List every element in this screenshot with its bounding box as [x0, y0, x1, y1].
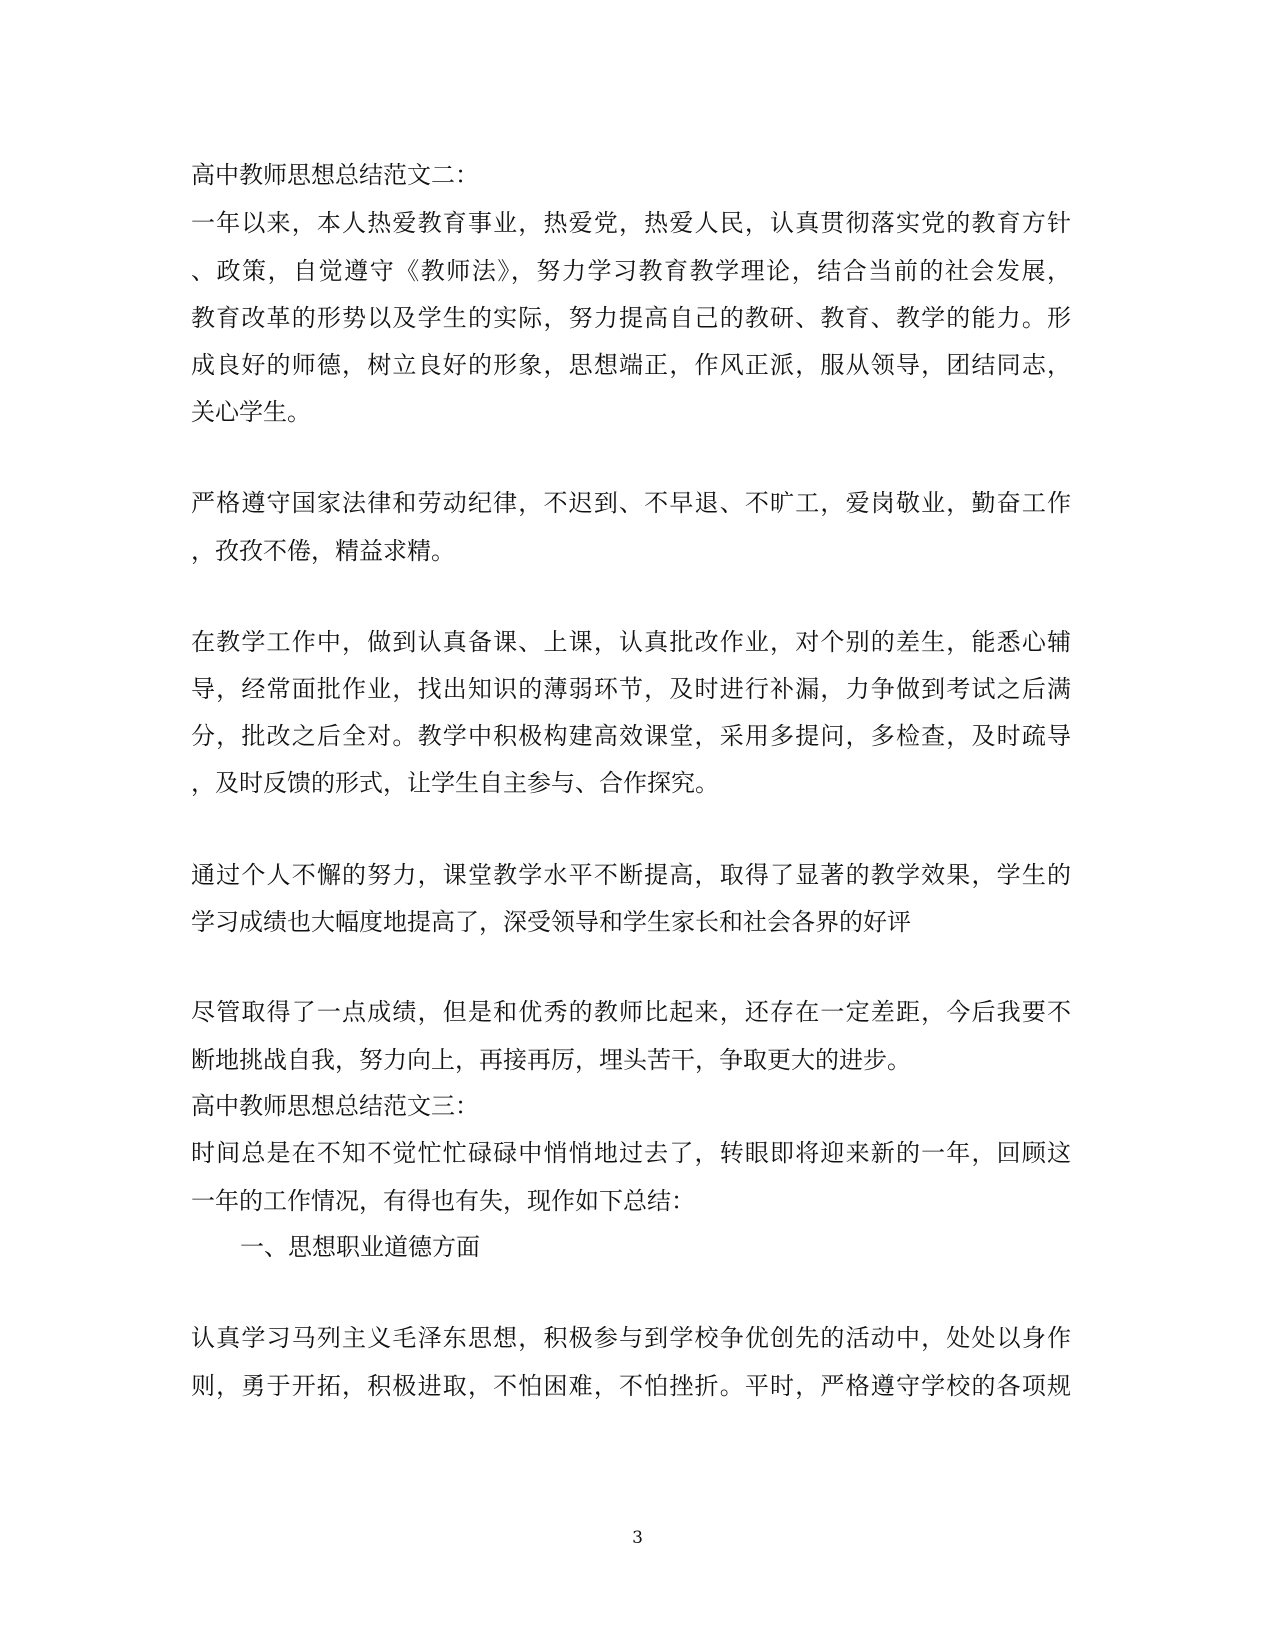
paragraph-line: 时间总是在不知不觉忙忙碌碌中悄悄地过去了，转眼即将迎来新的一年，回顾这 [191, 1139, 1071, 1167]
paragraph-line: 通过个人不懈的努力，课堂教学水平不断提高，取得了显著的教学效果，学生的 [191, 861, 1071, 889]
paragraph-line: 关心学生。 [191, 398, 311, 426]
paragraph-line: 导，经常面批作业，找出知识的薄弱环节，及时进行补漏，力争做到考试之后满 [191, 675, 1071, 703]
paragraph-line: 一年以来，本人热爱教育事业，热爱党，热爱人民，认真贯彻落实党的教育方针 [191, 209, 1071, 237]
paragraph-line: 尽管取得了一点成绩，但是和优秀的教师比起来，还存在一定差距，今后我要不 [191, 998, 1071, 1026]
paragraph-line: 学习成绩也大幅度地提高了，深受领导和学生家长和社会各界的好评 [191, 908, 911, 936]
paragraph-line: 严格遵守国家法律和劳动纪律，不迟到、不早退、不旷工，爱岗敬业，勤奋工作 [191, 489, 1071, 517]
paragraph-line: 断地挑战自我，努力向上，再接再厉，埋头苦干，争取更大的进步。 [191, 1046, 911, 1074]
paragraph-line: 成良好的师德，树立良好的形象，思想端正，作风正派，服从领导，团结同志， [191, 351, 1071, 379]
paragraph-line: 分，批改之后全对。教学中积极构建高效课堂，采用多提问，多检查，及时疏导 [191, 722, 1071, 750]
paragraph-line: 一年的工作情况，有得也有失，现作如下总结： [191, 1187, 695, 1215]
heading-example-three: 高中教师思想总结范文三： [191, 1092, 479, 1120]
heading-example-two: 高中教师思想总结范文二： [191, 161, 479, 189]
paragraph-line: 认真学习马列主义毛泽东思想，积极参与到学校争优创先的活动中，处处以身作 [191, 1324, 1071, 1352]
paragraph-line: 则，勇于开拓，积极进取，不怕困难，不怕挫折。平时，严格遵守学校的各项规 [191, 1372, 1071, 1400]
paragraph-line: 教育改革的形势以及学生的实际，努力提高自己的教研、教育、教学的能力。形 [191, 304, 1071, 332]
paragraph-line: ，孜孜不倦，精益求精。 [191, 537, 455, 565]
section-heading: 一、思想职业道德方面 [240, 1233, 480, 1261]
paragraph-line: 、政策，自觉遵守《教师法》，努力学习教育教学理论，结合当前的社会发展， [191, 257, 1071, 285]
paragraph-line: ，及时反馈的形式，让学生自主参与、合作探究。 [191, 769, 719, 797]
page-number: 3 [632, 1528, 643, 1548]
paragraph-line: 在教学工作中，做到认真备课、上课，认真批改作业，对个别的差生，能悉心辅 [191, 628, 1071, 656]
